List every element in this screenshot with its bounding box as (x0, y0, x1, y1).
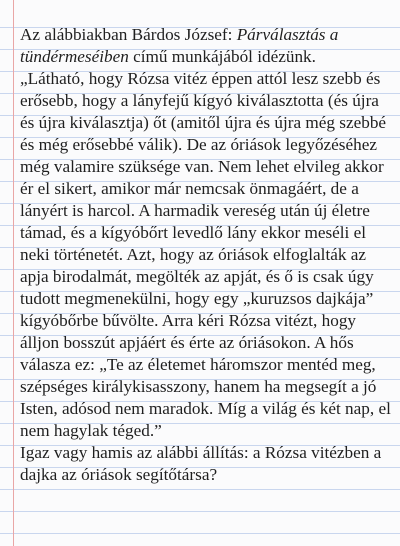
intro-text-end: című munkájából idézünk. (128, 47, 316, 66)
passage-quote: „Látható, hogy Rózsa vitéz éppen attól lesz szebb és erősebb, hogy a lányfejű kígyó kiválasztotta (és újra és újra kiválasztja) őt (amitől újra és újra még szebbé és még erősebbé válik). De az óriások legyőzéséhez még valamire szüksége van. Nem lehet elvileg akkor ér el sikert, amikor már nemcsak önmagáért, de a lányért is harcol. A harmadik vereség után új életre támad, és a kígyóbőrt levedlő lány ekkor meséli el neki történetét. Azt, hogy az óriások elfoglalták az apja birodalmát, megölték az apját, és ő is csak úgy tudott megmenekülni, hogy egy „kuruzsos dajkája” kígyóbőrbe bűvölte. Arra kéri Rózsa vitézt, hogy álljon bosszút apjáért és érte az óriásokon. A hős válasza ez: „Te az életemet háromszor mentéd meg, szépséges királykisasszony, hanem ha megsegít a jó Isten, adósod nem maradok. Míg a világ és két nap, el nem hagylak téged.” (20, 69, 391, 440)
intro-text: Az alábbiakban Bárdos József: (20, 25, 237, 44)
question-text: Igaz vagy hamis az alábbi állítás: a Rózsa vitézben a dajka az óriások segítőtársa? (20, 443, 382, 484)
passage-intro (20, 24, 394, 68)
book-title: Párválasztás a tündérmeséiben (20, 25, 339, 66)
passage-block (20, 24, 394, 486)
